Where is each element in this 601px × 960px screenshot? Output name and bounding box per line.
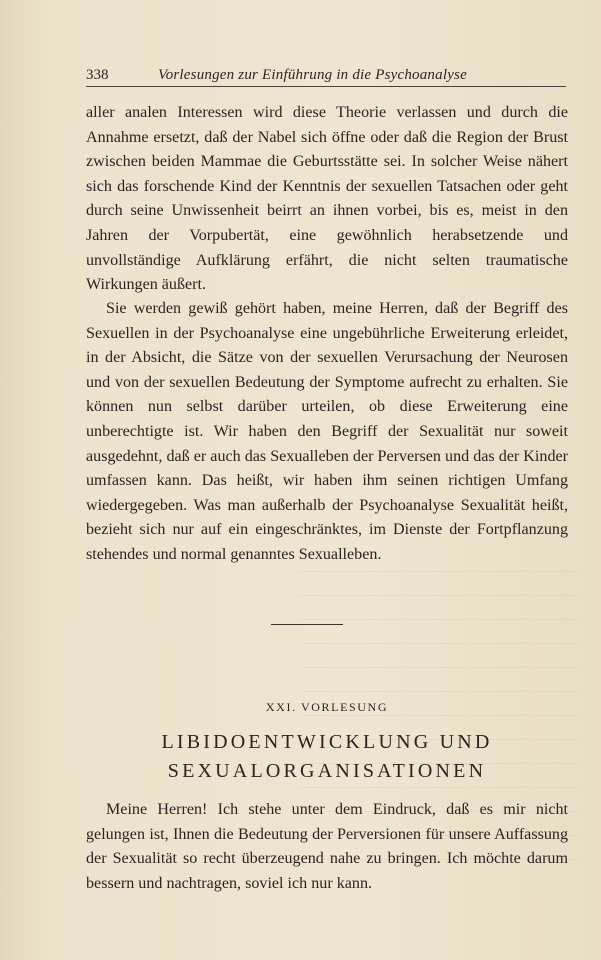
page-header — [86, 64, 566, 87]
chapter-title-line-2: SEXUALORGANISATIONEN — [167, 760, 487, 782]
lecture-number: XXI. VORLESUNG — [265, 700, 389, 714]
running-title: Vorlesungen zur Einführung in die Psychoanalyse — [158, 67, 467, 83]
chapter-title-line-1: LIBIDOENTWICKLUNG UND — [161, 731, 493, 753]
paragraph-sexual-concept — [86, 297, 568, 568]
paragraph-text: aller analen Interessen wird diese Theorie verlassen und durch die Annahme ersetzt, daß der Nabel sich öffne oder daß die Region der Brust zwischen beiden Mammae die Geburtsstätte sei. In solcher Weise nähert sich das forschende Kind der Kenntnis der sexuellen Tatsachen oder geht durch seine Unwissenheit beirrt an ihnen vorbei, bis es, meist in den Jahren der Vorpubertät, eine gewöhnlich herabsetzende und unvollständige Aufklärung erfährt, die nicht selten traumatische Wirkungen äußert. — [86, 104, 568, 294]
paragraph-text: Meine Herren! Ich stehe unter dem Eindruck, daß es mir nicht gelungen ist, Ihnen die Bedeutung der Perversionen für unsere Auffassung der Sexualität so recht überzeugend nahe zu bringen. Ich möchte darum bessern und nachtragen, soviel ich nur kann. — [86, 801, 568, 892]
chapter-title — [86, 728, 568, 786]
section-divider — [271, 624, 343, 625]
paragraph-continued — [86, 101, 568, 298]
paragraph-opening — [86, 798, 568, 896]
page-number: 338 — [86, 67, 109, 83]
paragraph-text: Sie werden gewiß gehört haben, meine Herren, daß der Begriff des Sexuellen in der Psychoanalyse eine ungebührliche Erweiterung erleidet, in der Absicht, die Sätze von der sexuellen Verursachung der Neurosen und von der sexuellen Bedeutung der Symptome aufrecht zu erhalten. Sie können nun selbst darüber urteilen, ob diese Erweiterung eine unberechtigte ist. Wir haben den Begriff der Sexualität nur soweit ausgedehnt, daß er auch das Sexualleben der Perversen und das der Kinder umfassen kann. Das heißt, wir haben ihm seinen richtigen Umfang wiedergegeben. Was man außerhalb der Psychoanalyse Sexualität heißt, bezieht sich nur auf ein eingeschränktes, im Dienste der Fortpflanzung stehendes und normal genanntes Sexualleben. — [86, 300, 568, 563]
